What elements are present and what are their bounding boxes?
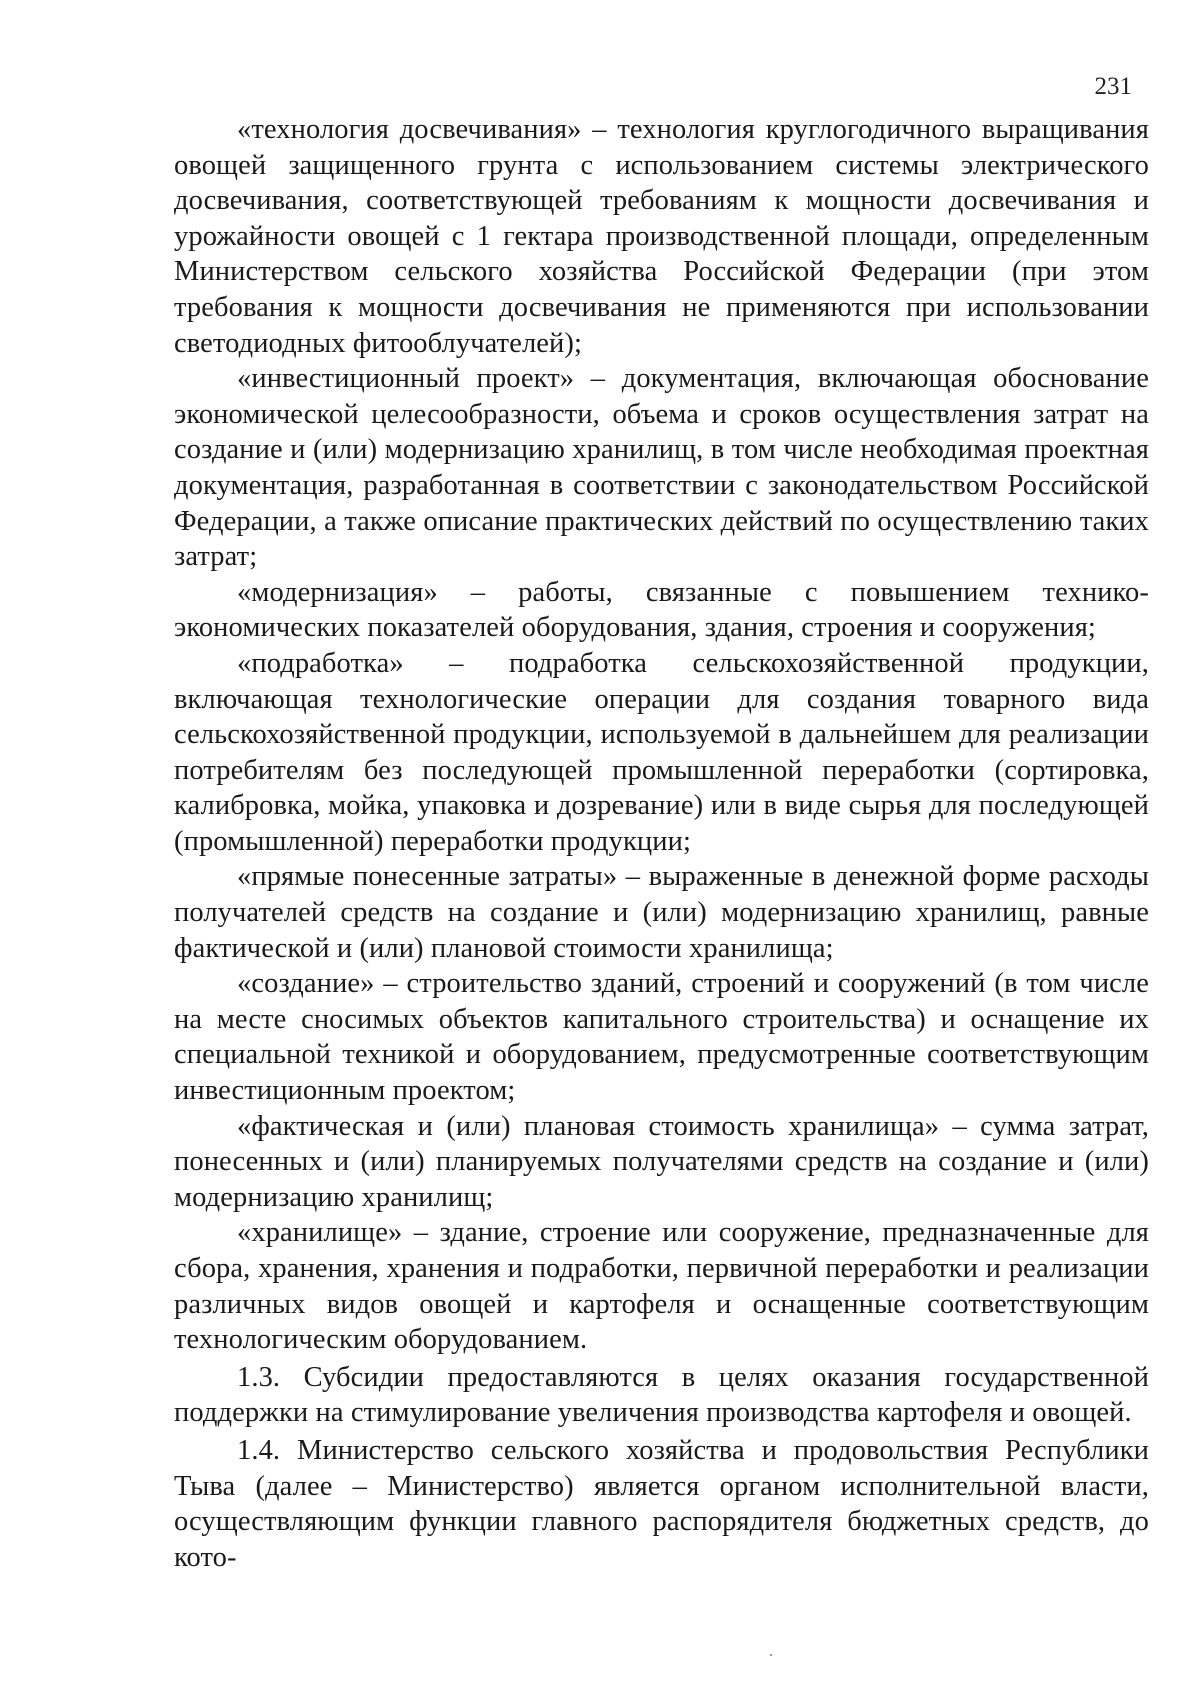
- paragraph-definition-creation: «создание» – строительство зданий, строений и сооружений (в том числе на месте сносимых объектов капитального строительства) и оснащение их специальной техникой и оборудованием, предусмотренные соответствующим инвестиционным проектом;: [174, 968, 1149, 1107]
- paragraph-clause-1-4: 1.4. Министерство сельского хозяйства и продовольствия Республики Тыва (далее – Министерство) является органом исполнительной власти, осуществляющим функции главного распорядителя бюджетных средств, до кото-: [174, 1434, 1149, 1573]
- scan-speck: [770, 1654, 772, 1656]
- paragraph-definition-processing: «подработка» – подработка сельскохозяйственной продукции, включающая технологические операции для создания товарного вида сельскохозяйственной продукции, используемой в дальнейшем для реализации потребителям без последующей промышленной переработки (сортировка, калибровка, мойка, упаковка и дозревание) или в виде сырья для последующей (промышленной) переработки продукции;: [174, 647, 1149, 857]
- paragraph-definition-lighting-technology: «технология досвечивания» – технология круглогодичного выращивания овощей защищенного грунта с использованием системы электрического досвечивания, соответствующей требованиям к мощности досвечивания и урожайности овощей с 1 гектара производственной площади, определенным Министерством сельского хозяйства Российской Федерации (при этом требования к мощности досвечивания не применяются при использовании светодиодных фитооблучателей);: [174, 114, 1149, 359]
- page-number: 231: [1094, 73, 1132, 100]
- paragraph-definition-direct-costs: «прямые понесенные затраты» – выраженные в денежной форме расходы получателей средств на создание и (или) модернизацию хранилищ, равные фактической и (или) плановой стоимости хранилища;: [174, 861, 1149, 964]
- paragraph-clause-1-3: 1.3. Субсидии предоставляются в целях оказания государственной поддержки на стимулирование увеличения производства картофеля и овощей.: [174, 1361, 1149, 1429]
- paragraph-definition-investment-project: «инвестиционный проект» – документация, включающая обоснование экономической целесообразности, объема и сроков осуществления затрат на создание и (или) модернизацию хранилищ, в том числе необходимая проектная документация, разработанная в соответствии с законодательством Российской Федерации, а также описание практических действий по осуществлению таких затрат;: [174, 363, 1149, 573]
- paragraph-definition-storage-cost: «фактическая и (или) плановая стоимость хранилища» – сумма затрат, понесенных и (или) планируемых получателями средств на создание и (или) модернизацию хранилищ;: [174, 1110, 1149, 1213]
- paragraph-definition-storage: «хранилище» – здание, строение или сооружение, предназначенные для сбора, хранения, хранения и подработки, первичной переработки и реализации различных видов овощей и картофеля и оснащенные соответствующим технологическим оборудованием.: [174, 1217, 1149, 1356]
- paragraph-definition-modernization: «модернизация» – работы, связанные с повышением технико-экономических показателей оборудования, здания, строения и сооружения;: [174, 576, 1149, 644]
- document-body: [174, 112, 1149, 1575]
